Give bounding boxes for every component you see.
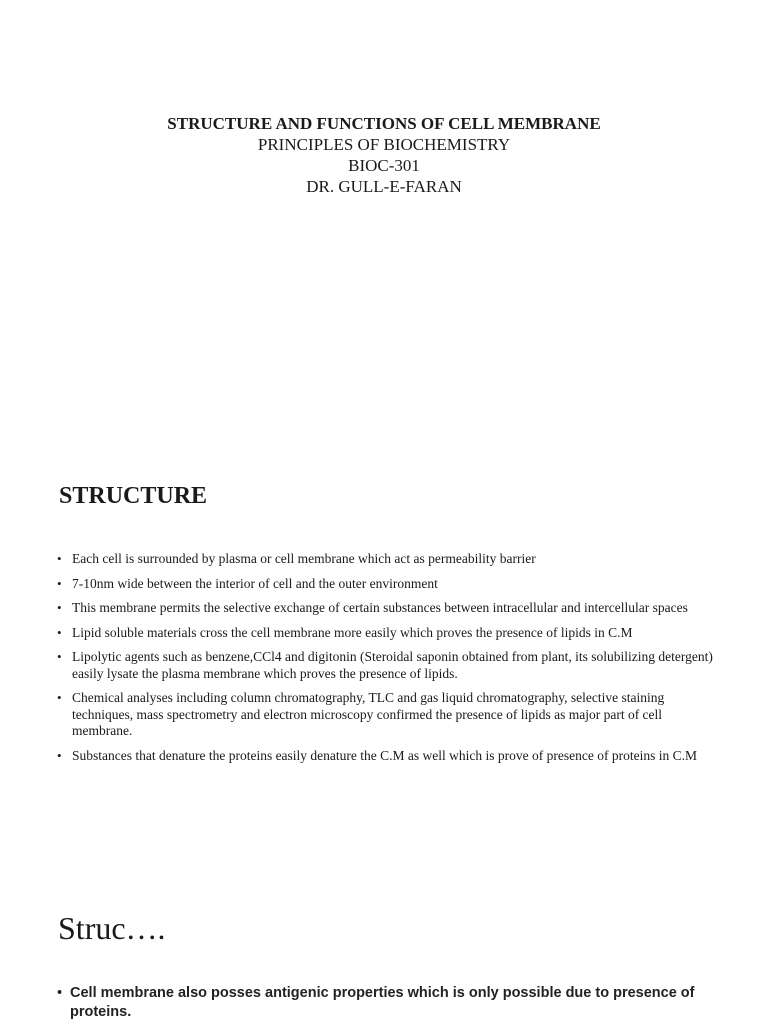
title-slide [0,113,768,197]
bullet-text: Each cell is surrounded by plasma or cell membrane which act as permeability barrier [72,551,536,566]
list-item [57,551,717,568]
bullet-icon: • [57,600,62,615]
section-heading-structure: STRUCTURE [59,483,208,509]
list-item [57,690,717,740]
struc-bullet-list [57,984,717,1022]
list-item [57,649,717,682]
list-item [57,576,717,593]
bullet-icon: • [57,985,63,1001]
bullet-text: Substances that denature the proteins easily denature the C.M as well which is prove of presence of proteins in C.M [72,747,697,763]
bullet-text: Cell membrane also posses antigenic properties which is only possible due to presence of proteins. [70,985,695,1020]
list-item [57,625,717,642]
bullet-text: Lipid soluble materials cross the cell membrane more easily which proves the presence of lipids in C.M [72,624,633,640]
bullet-text: Chemical analyses including column chromatography, TLC and gas liquid chromatography, selective staining techniques, mass spectrometry and electron microscopy confirmed the presence of lipids as major part of cell membrane. [72,690,665,738]
list-item [57,984,717,1022]
bullet-icon: • [57,551,62,566]
bullet-icon: • [57,747,62,763]
document-title: STRUCTURE AND FUNCTIONS OF CELL MEMBRANE [167,114,601,133]
course-name: PRINCIPLES OF BIOCHEMISTRY [257,135,511,154]
author-name: DR. GULL-E-FARAN [306,177,462,196]
bullet-icon: • [57,624,62,640]
bullet-icon: • [57,575,62,591]
bullet-text: This membrane permits the selective exchange of certain substances between intracellular and intercellular spaces [72,600,688,615]
structure-bullet-list [57,551,717,772]
bullet-text: Lipolytic agents such as benzene,CCl4 and digitonin (Steroidal saponin obtained from plant, its solubilizing detergent) easily lysate the plasma membrane which proves the presence of lipids. [72,649,713,681]
bullet-icon: • [57,690,62,705]
list-item [57,600,717,617]
bullet-icon: • [57,649,62,664]
bullet-text: 7-10nm wide between the interior of cell and the outer environment [72,575,438,591]
course-code: BIOC-301 [348,156,420,175]
section-heading-struc: Struc…. [58,910,166,946]
list-item [57,748,717,765]
